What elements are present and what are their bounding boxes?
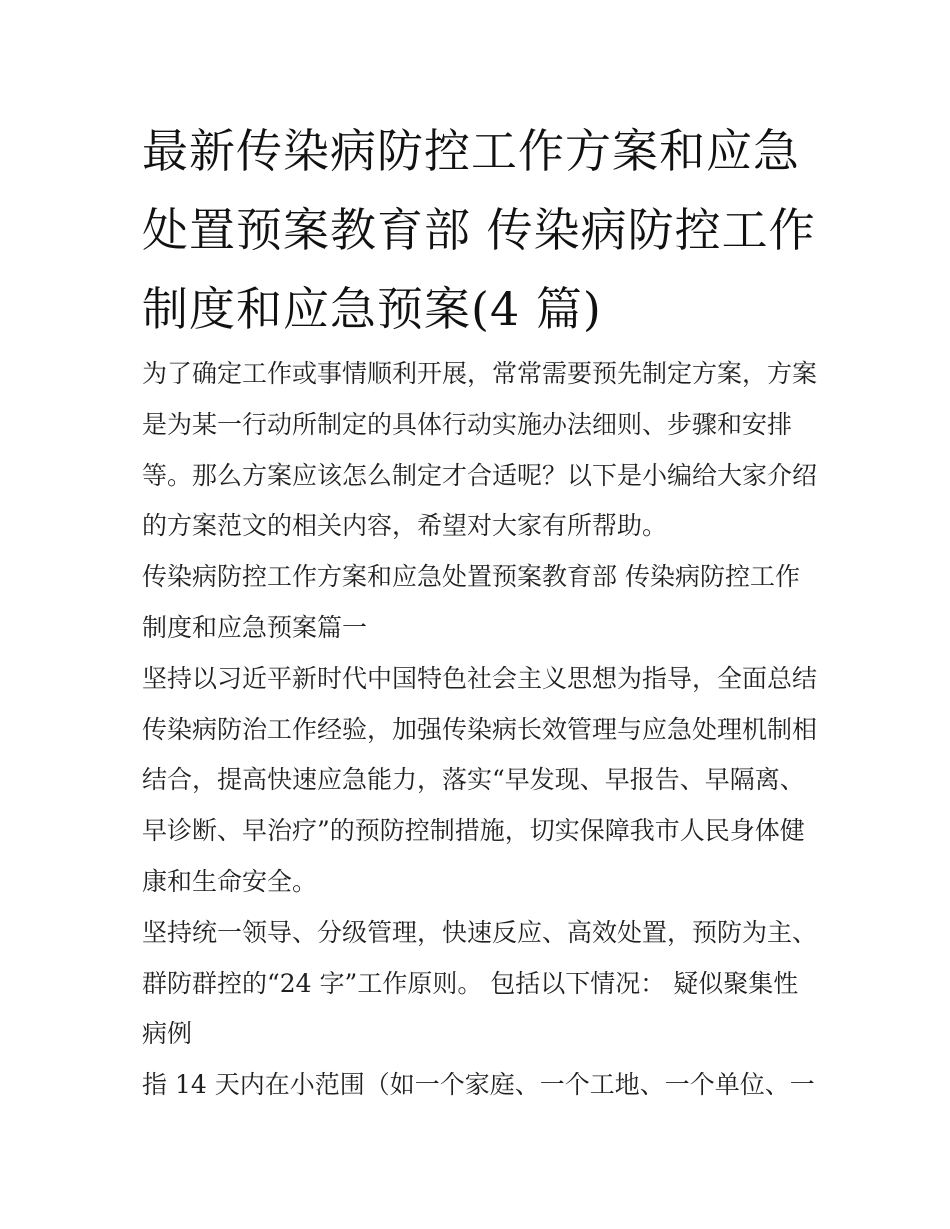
working-principle-paragraph: 坚持统一领导、分级管理，快速反应、高效处置，预防为主、群防群控的“24 字”工作原则。 包括以下情况： 疑似聚集性病例 (142, 917, 818, 1049)
guiding-principle-paragraph: 坚持以习近平新时代中国特色社会主义思想为指导，全面总结传染病防治工作经验，加强传染病长效管理与应急处理机制相结合，提高快速应急能力，落实“早发现、早报告、早隔离、早诊断、早治疗”的预防控制措施，切实保障我市人民身体健康和生命安全。 (142, 663, 818, 896)
definition-paragraph: 指 14 天内在小范围（如一个家庭、一个工地、一个单位、一 (142, 1070, 815, 1100)
section-heading: 传染病防控工作方案和应急处置预案教育部 传染病防控工作制度和应急预案篇一 (142, 562, 800, 642)
intro-paragraph: 为了确定工作或事情顺利开展，常常需要预先制定方案，方案是为某一行动所制定的具体行动实施办法细则、步骤和安排等。那么方案应该怎么制定才合适呢？以下是小编给大家介绍的方案范文的相关内容，希望对大家有所帮助。 (142, 359, 818, 541)
document-page (142, 112, 822, 1111)
document-title: 最新传染病防控工作方案和应急处置预案教育部 传染病防控工作制度和应急预案(4 篇) (142, 124, 816, 336)
